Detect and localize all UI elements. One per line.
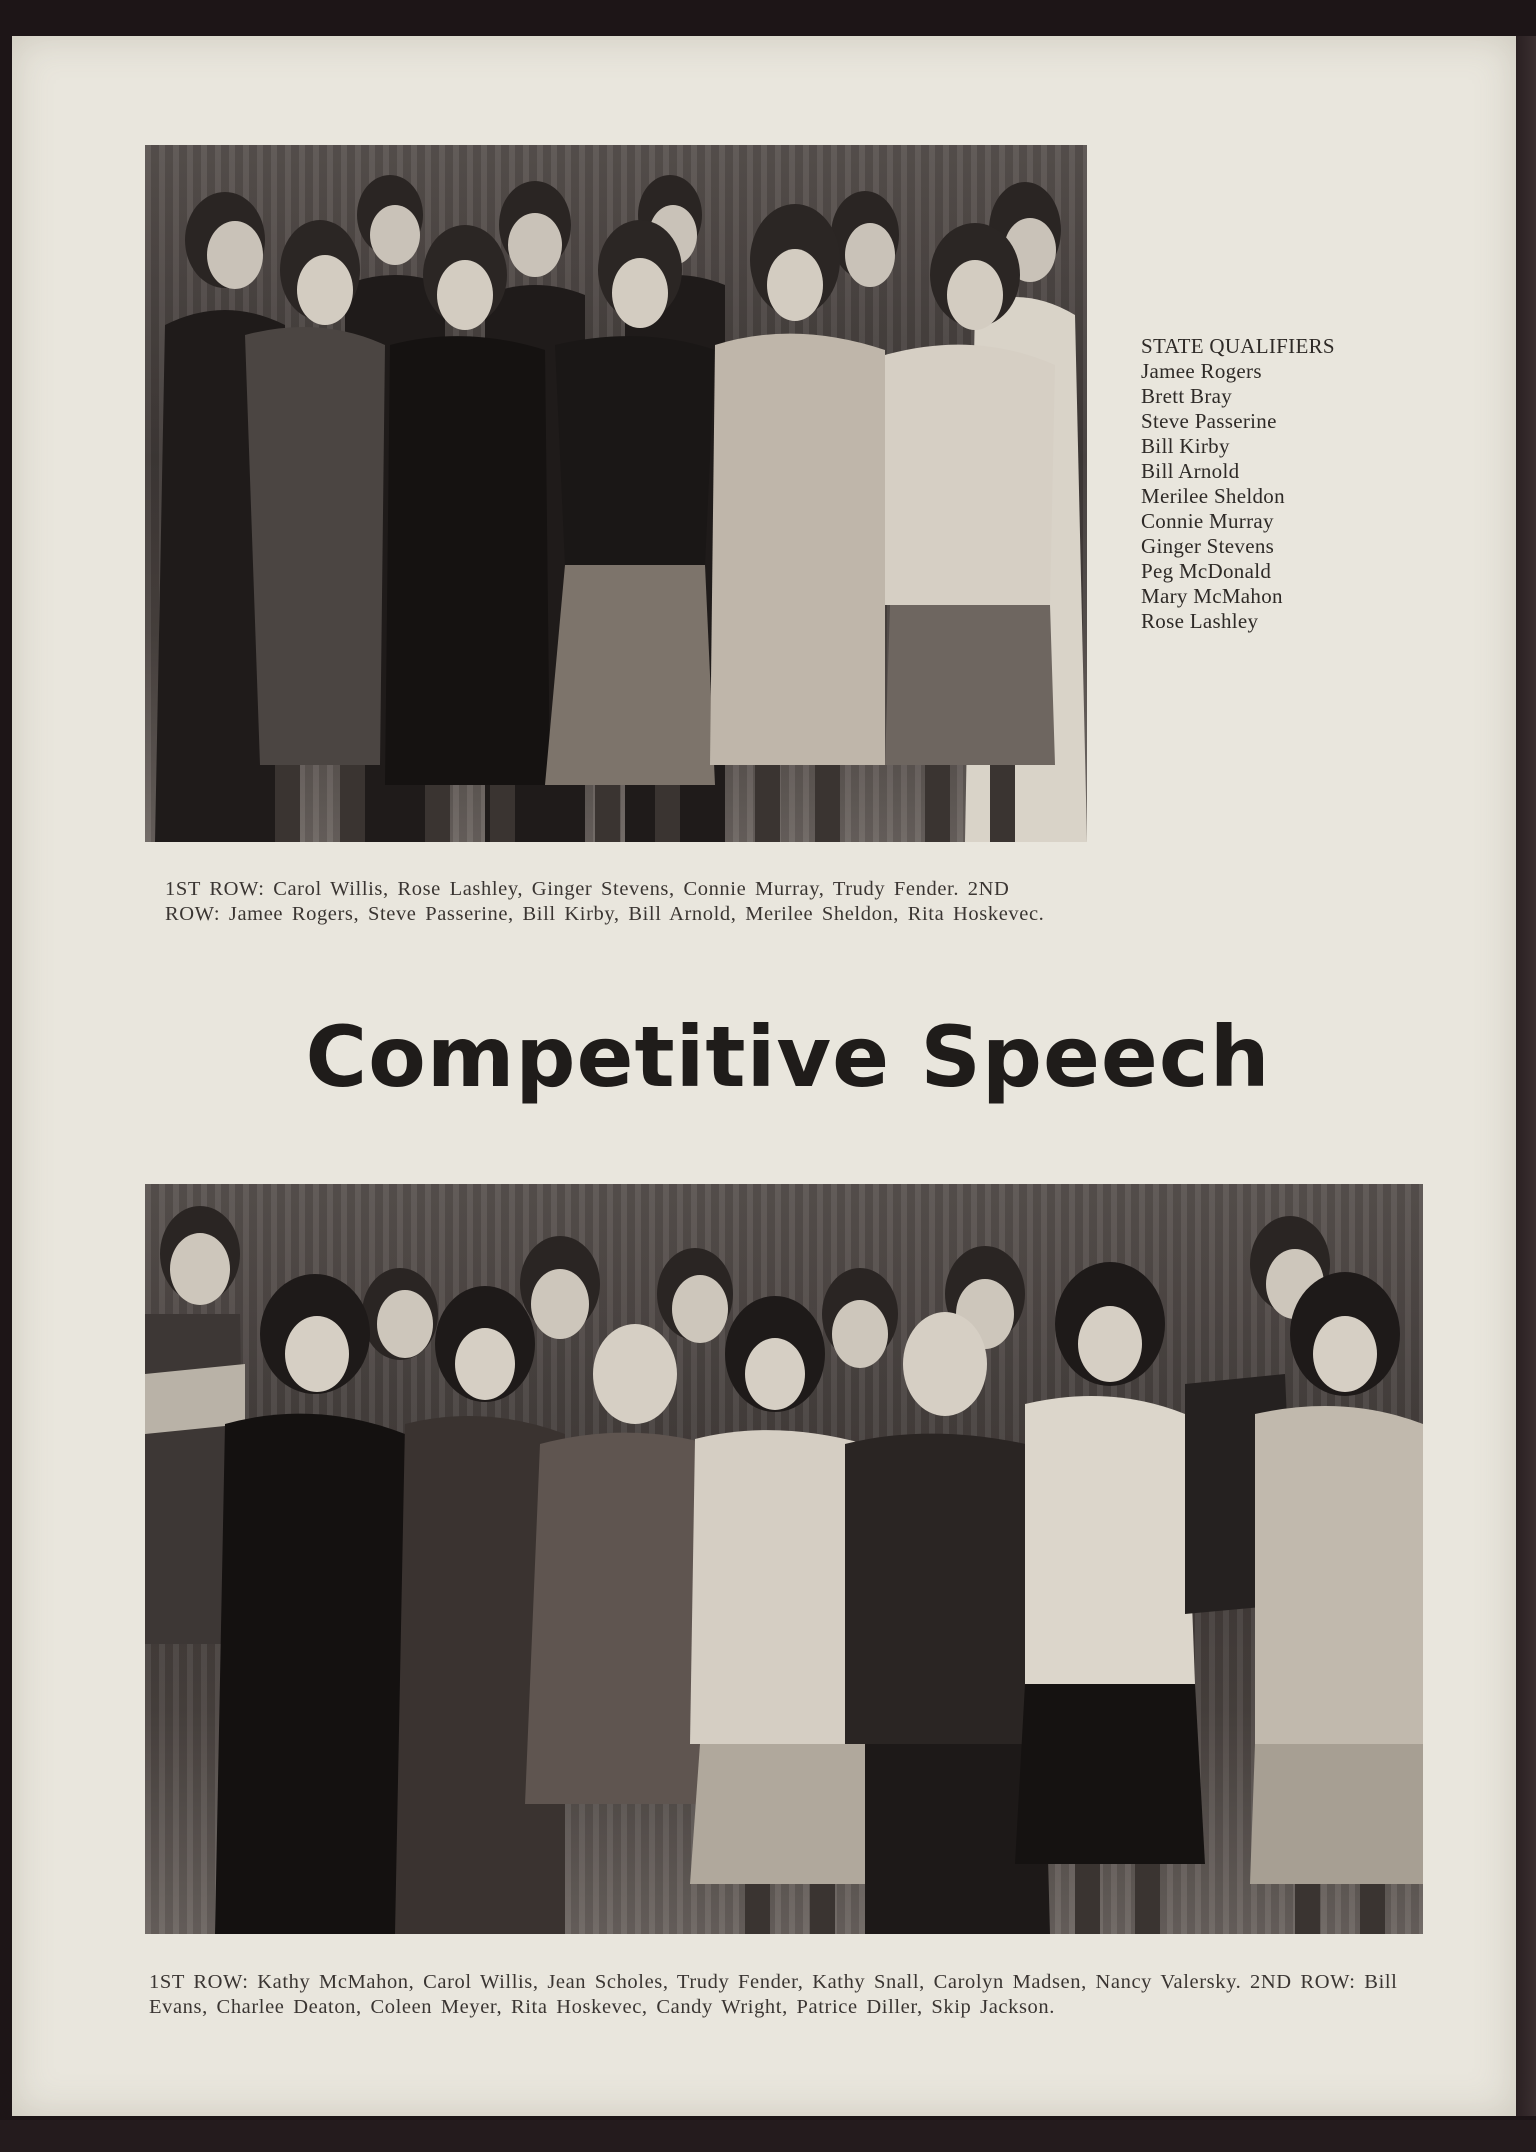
top-photo-caption: 1ST ROW: Carol Willis, Rose Lashley, Ginger Stevens, Connie Murray, Trudy Fender. 2ND ROW: Jamee Rogers, Steve Passerine, Bill Kirby, Bill Arnold, Merilee Sheldon, Rita Hoskevec. <box>165 878 1045 925</box>
qualifier-name: Brett Bray <box>1141 384 1233 408</box>
qualifier-name: Peg McDonald <box>1141 559 1272 583</box>
state-qualifiers-photo <box>145 145 1087 842</box>
qualifier-name: Bill Arnold <box>1141 459 1240 483</box>
scan-bottom-edge <box>0 2120 1536 2152</box>
qualifier-name: Steve Passerine <box>1141 409 1277 433</box>
state-qualifiers-heading: STATE QUALIFIERS <box>1141 334 1335 358</box>
qualifier-name: Rose Lashley <box>1141 609 1259 633</box>
qualifier-name: Connie Murray <box>1141 509 1274 533</box>
state-qualifiers-list <box>1141 334 1335 634</box>
bottom-photo-caption: 1ST ROW: Kathy McMahon, Carol Willis, Jean Scholes, Trudy Fender, Kathy Snall, Carolyn Madsen, Nancy Valersky. 2ND ROW: Bill Evans, Charlee Deaton, Coleen Meyer, Rita Hoskevec, Candy Wright, Patrice Diller, Skip Jackson. <box>149 1971 1398 2018</box>
speech-team-photo <box>145 1184 1423 1934</box>
qualifier-name: Bill Kirby <box>1141 434 1230 458</box>
qualifier-name: Ginger Stevens <box>1141 534 1275 558</box>
qualifier-name: Mary McMahon <box>1141 584 1283 608</box>
qualifier-name: Jamee Rogers <box>1141 359 1262 383</box>
qualifier-name: Merilee Sheldon <box>1141 484 1285 508</box>
page-title: Competitive Speech <box>305 1008 1271 1106</box>
